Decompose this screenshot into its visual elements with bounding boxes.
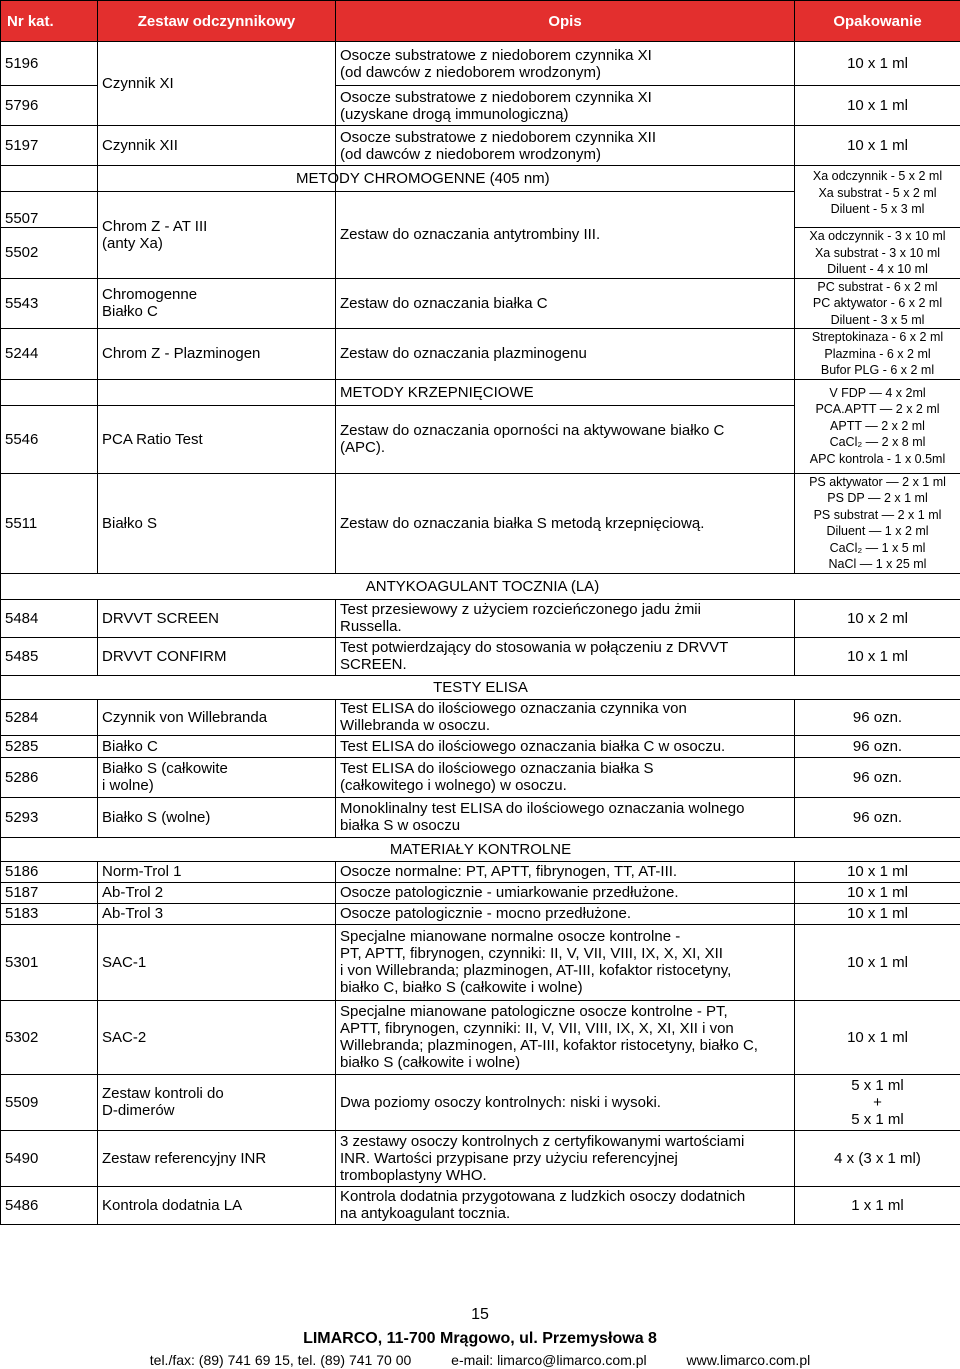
email-address: e-mail: limarco@limarco.com.pl: [451, 1352, 647, 1368]
table-row: [1, 1130, 960, 1186]
catalog-number: 5796: [1, 86, 98, 126]
catalog-number: 5196: [1, 42, 98, 86]
section-title: METODY CHROMOGENNE (405 nm): [296, 170, 550, 187]
section-row: [1, 573, 960, 599]
table-header: [1, 1, 960, 42]
product-description: Kontrola dodatnia przygotowana z ludzkich osoczy dodatnich na antykoagulant tocznia.: [336, 1186, 795, 1224]
product-description: Test ELISA do ilościowego oznaczania białka C w osoczu.: [336, 735, 795, 757]
table-row: [1, 42, 960, 86]
product-name: SAC-1: [98, 924, 336, 1000]
product-name: Białko S (wolne): [98, 797, 336, 837]
product-description: Test ELISA do ilościowego oznaczania białka S (całkowitego i wolnego) w osoczu.: [336, 757, 795, 797]
packaging: 96 ozn.: [795, 797, 960, 837]
product-name: Białko S (całkowite i wolne): [98, 757, 336, 797]
table-row: [1, 599, 960, 637]
product-description: Specjalne mianowane normalne osocze kontrolne - PT, APTT, fibrynogen, czynniki: II, V, VII, VIII, IX, X, XI, XII i von Willebranda; plazminogen, AT-III, kofaktor ristocetyny, białko C, białko S (całkowite i wolne): [336, 924, 795, 1000]
packaging: 96 ozn.: [795, 757, 960, 797]
product-name: SAC-2: [98, 1000, 336, 1074]
contact-line: [0, 1352, 960, 1368]
product-description: 3 zestawy osoczy kontrolnych z certyfikowanymi wartościami INR. Wartości przypisane przy użyciu referencyjnej tromboplastyny WHO.: [336, 1130, 795, 1186]
catalog-number: 5286: [1, 757, 98, 797]
page-number: 15: [471, 1306, 489, 1323]
product-description: Test potwierdzający do stosowania w połączeniu z DRVVT SCREEN.: [336, 637, 795, 675]
product-description: Test przesiewowy z użyciem rozcieńczonego jadu żmii Russella.: [336, 599, 795, 637]
product-description: Zestaw do oznaczania białka S metodą krzepnięciową.: [336, 473, 795, 573]
product-name: Zestaw referencyjny INR: [98, 1130, 336, 1186]
catalog-number: 5485: [1, 637, 98, 675]
section-row: [1, 675, 960, 699]
product-description: Test ELISA do ilościowego oznaczania czynnika von Willebranda w osoczu.: [336, 699, 795, 735]
product-description: Zestaw do oznaczania białka C: [336, 278, 795, 329]
product-description: Osocze substratowe z niedoborem czynnika XII (od dawców z niedoborem wrodzonym): [336, 126, 795, 166]
product-name: Chrom Z - AT III (anty Xa): [98, 192, 336, 279]
packaging: 1 x 1 ml: [795, 1186, 960, 1224]
catalog-number: 5511: [1, 473, 98, 573]
product-description: Osocze normalne: PT, APTT, fibrynogen, TT, AT-III.: [336, 861, 795, 882]
product-description: Monoklinalny test ELISA do ilościowego oznaczania wolnego białka S w osoczu: [336, 797, 795, 837]
catalog-number: 5484: [1, 599, 98, 637]
phone-fax: tel./fax: (89) 741 69 15, tel. (89) 741 70 00: [149, 1352, 412, 1368]
product-name: DRVVT SCREEN: [98, 599, 336, 637]
section-row: [1, 837, 960, 861]
product-name: Zestaw kontroli do D-dimerów: [98, 1074, 336, 1130]
catalog-number: 5490: [1, 1130, 98, 1186]
table-row: [1, 797, 960, 837]
packaging: 10 x 1 ml: [795, 1000, 960, 1074]
catalog-number: 5509: [1, 1074, 98, 1130]
catalog-number: 5197: [1, 126, 98, 166]
catalog-number: 5301: [1, 924, 98, 1000]
website: www.limarco.com.pl: [686, 1352, 811, 1368]
product-description: Zestaw do oznaczania oporności na aktywowane białko C (APC).: [336, 405, 795, 473]
packaging: Streptokinaza - 6 x 2 ml Plazmina - 6 x 2 ml Bufor PLG - 6 x 2 ml: [795, 329, 960, 380]
catalog-number: 5543: [1, 278, 98, 329]
table-row: [1, 637, 960, 675]
packaging: PC substrat - 6 x 2 ml PC aktywator - 6 x 2 ml Diluent - 3 x 5 ml: [795, 278, 960, 329]
packaging: 96 ozn.: [795, 735, 960, 757]
catalog-number: 5183: [1, 903, 98, 924]
product-name: DRVVT CONFIRM: [98, 637, 336, 675]
table-row: [1, 924, 960, 1000]
table-row: [1, 1074, 960, 1130]
table-row: [1, 1186, 960, 1224]
header-name: Zestaw odczynnikowy: [98, 1, 336, 42]
product-name: Ab-Trol 3: [98, 903, 336, 924]
catalog-number: 5187: [1, 882, 98, 903]
packaging: PS aktywator — 2 x 1 ml PS DP — 2 x 1 ml PS substrat — 2 x 1 ml Diluent — 1 x 2 ml CaCl₂ — 1 x 5 ml NaCl — 1 x 25 ml: [795, 473, 960, 573]
product-description: Dwa poziomy osoczy kontrolnych: niski i wysoki.: [336, 1074, 795, 1130]
table-row: [1, 861, 960, 882]
section-title: TESTY ELISA: [1, 675, 960, 699]
product-name: Czynnik von Willebranda: [98, 699, 336, 735]
catalog-number: 5507: [1, 192, 98, 228]
table-row: [1, 699, 960, 735]
catalog-number: 5186: [1, 861, 98, 882]
header-nr: Nr kat.: [1, 1, 98, 42]
product-description: Osocze patologicznie - mocno przedłużone.: [336, 903, 795, 924]
packaging: 10 x 1 ml: [795, 42, 960, 86]
packaging: Xa odczynnik - 5 x 2 ml Xa substrat - 5 x 2 ml Diluent - 5 x 3 ml: [795, 166, 960, 228]
product-description: Osocze substratowe z niedoborem czynnika XI (od dawców z niedoborem wrodzonym): [336, 42, 795, 86]
packaging: 10 x 1 ml: [795, 126, 960, 166]
company-address: LIMARCO, 11-700 Mrągowo, ul. Przemysłowa 8: [303, 1330, 657, 1347]
packaging: 10 x 1 ml: [795, 924, 960, 1000]
product-name: Czynnik XI: [98, 42, 336, 126]
section-row: [1, 166, 960, 192]
product-description: Zestaw do oznaczania antytrombiny III.: [336, 192, 795, 279]
table-row: [1, 329, 960, 380]
product-description: Osocze patologicznie - umiarkowanie przedłużone.: [336, 882, 795, 903]
catalog-number: 5285: [1, 735, 98, 757]
packaging: 96 ozn.: [795, 699, 960, 735]
product-name: Kontrola dodatnia LA: [98, 1186, 336, 1224]
packaging: 10 x 2 ml: [795, 599, 960, 637]
packaging: 5 x 1 ml + 5 x 1 ml: [795, 1074, 960, 1130]
catalog-number: 5284: [1, 699, 98, 735]
table-row: [1, 126, 960, 166]
product-name: Białko C: [98, 735, 336, 757]
packaging: V FDP — 4 x 2ml PCA.APTT — 2 x 2 ml APTT — 2 x 2 ml CaCl₂ — 2 x 8 ml APC kontrola - 1 x 0.5ml: [795, 379, 960, 473]
header-desc: Opis: [336, 1, 795, 42]
catalog-number: 5302: [1, 1000, 98, 1074]
catalog-number: 5546: [1, 405, 98, 473]
product-name: PCA Ratio Test: [98, 405, 336, 473]
packaging: 4 x (3 x 1 ml): [795, 1130, 960, 1186]
table-row: [1, 903, 960, 924]
table-row: [1, 1000, 960, 1074]
section-title: METODY KRZEPNIĘCIOWE: [336, 379, 795, 405]
product-name: Chrom Z - Plazminogen: [98, 329, 336, 380]
packaging: 10 x 1 ml: [795, 86, 960, 126]
table-row: [1, 735, 960, 757]
section-title: MATERIAŁY KONTROLNE: [1, 837, 960, 861]
packaging: 10 x 1 ml: [795, 861, 960, 882]
section-row: [1, 379, 960, 405]
section-title: ANTYKOAGULANT TOCZNIA (LA): [1, 573, 960, 599]
packaging: 10 x 1 ml: [795, 903, 960, 924]
table-row: [1, 278, 960, 329]
table-row: [1, 882, 960, 903]
product-description: Specjalne mianowane patologiczne osocze kontrolne - PT, APTT, fibrynogen, czynniki: II, V, VII, VIII, IX, X, XI, XII i von Willebranda; plazminogen, AT-III, kofaktor ristocetyny, białko C, białko S (całkowite i wolne): [336, 1000, 795, 1074]
table-row: [1, 757, 960, 797]
packaging: Xa odczynnik - 3 x 10 ml Xa substrat - 3 x 10 ml Diluent - 4 x 10 ml: [795, 228, 960, 279]
packaging: 10 x 1 ml: [795, 882, 960, 903]
product-description: Zestaw do oznaczania plazminogenu: [336, 329, 795, 380]
packaging: 10 x 1 ml: [795, 637, 960, 675]
catalog-number: 5502: [1, 228, 98, 279]
catalog-number: 5244: [1, 329, 98, 380]
product-name: Chromogenne Białko C: [98, 278, 336, 329]
product-name: Białko S: [98, 473, 336, 573]
product-name: Czynnik XII: [98, 126, 336, 166]
product-name: Ab-Trol 2: [98, 882, 336, 903]
catalog-number: 5293: [1, 797, 98, 837]
product-description: Osocze substratowe z niedoborem czynnika XI (uzyskane drogą immunologiczną): [336, 86, 795, 126]
product-name: Norm-Trol 1: [98, 861, 336, 882]
table-row: [1, 473, 960, 573]
header-pack: Opakowanie: [795, 1, 960, 42]
catalog-number: 5486: [1, 1186, 98, 1224]
